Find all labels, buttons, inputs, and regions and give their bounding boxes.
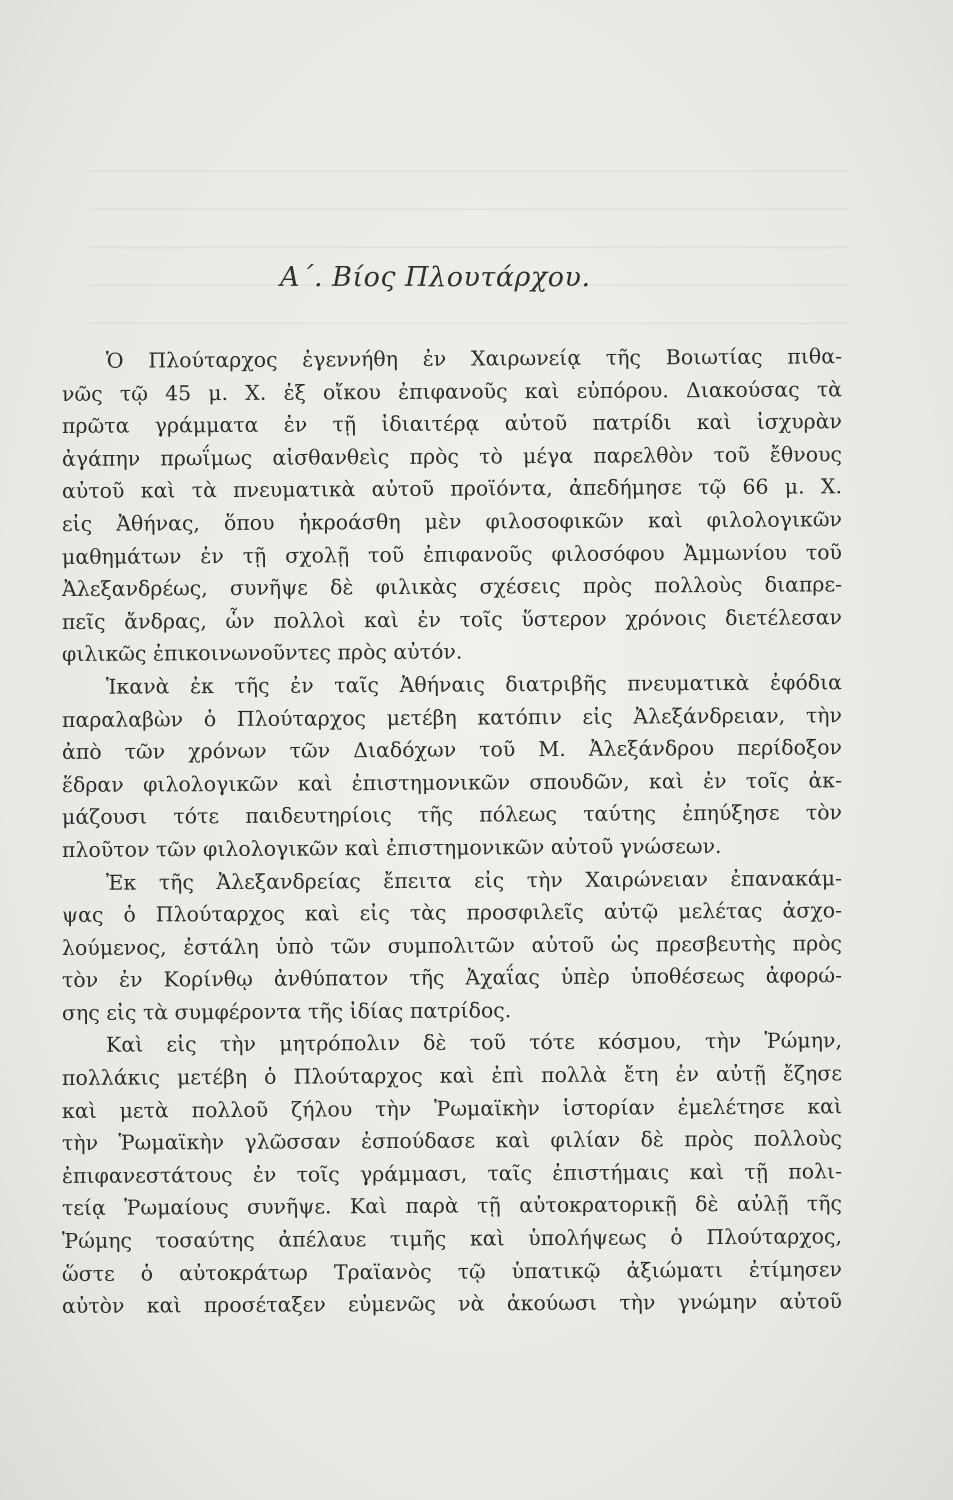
text-line: ψας ὁ Πλούταρχος καὶ εἰς τὰς προσφιλεῖς αὐτῷ μελέτας ἀσχο- [61,898,843,928]
bleed-through-texture [90,150,850,350]
text-line: μάζουσι τότε παιδευτηρίοις τῆς πόλεως ταύτης ἐπηύξησε τὸν [61,800,843,830]
text-line: καὶ μετὰ πολλοῦ ζήλου τὴν Ῥωμαϊκὴν ἱστορίαν ἐμελέτησε καὶ [61,1093,843,1123]
text-line: Ἐκ τῆς Ἀλεξανδρείας ἔπειτα εἰς τὴν Χαιρώνειαν ἐπανακάμ- [105,865,843,895]
text-line: ἀγάπην πρωΐμως αἰσθανθεὶς πρὸς τὸ μέγα παρελθὸν τοῦ ἔθνους [61,442,843,471]
text-line: πολλάκις μετέβη ὁ Πλούταρχος καὶ ἐπὶ πολλὰ ἔτη ἐν αὐτῇ ἔζησε [61,1061,843,1091]
text-line: αὐτὸν καὶ προσέταξεν εὐμενῶς νὰ ἀκούωσι τὴν γνώμην αὐτοῦ [61,1289,843,1319]
text-line: Ῥώμης τοσαύτης ἀπέλαυε τιμῆς καὶ ὑπολήψεως ὁ Πλούταρχος, [61,1224,843,1254]
text-line: πρῶτα γράμματα ἐν τῇ ἰδιαιτέρᾳ αὐτοῦ πατρίδι καὶ ἰσχυρὰν [61,409,843,439]
text-line: λούμενος, ἐστάλη ὑπὸ τῶν συμπολιτῶν αὐτοῦ ὡς πρεσβευτὴς πρὸς [61,930,843,960]
text-line: ἀπὸ τῶν χρόνων τῶν Διαδόχων τοῦ Μ. Ἀλεξάνδρου περίδοξον [61,735,843,765]
text-line: Ἀλεξανδρέως, συνῆψε δὲ φιλικὰς σχέσεις πρὸς πολλοὺς διαπρε- [61,572,843,602]
text-line: τὸν ἐν Κορίνθῳ ἀνθύπατον τῆς Ἀχαΐας ὑπὲρ ὑποθέσεως ἀφορώ- [61,963,843,993]
text-line: παραλαβὼν ὁ Πλούταρχος μετέβη κατόπιν εἰς Ἀλεξάνδρειαν, τὴν [61,702,843,732]
chapter-title: Α΄. Βίος Πλουτάρχου. [280,262,591,293]
text-line: πλοῦτον τῶν φιλολογικῶν καὶ ἐπιστημονικῶν αὐτοῦ γνώσεων. [61,833,722,862]
text-line: ἕδραν φιλολογικῶν καὶ ἐπιστημονικῶν σπουδῶν, καὶ ἐν τοῖς ἀκ- [61,767,843,797]
text-line: Ὁ Πλούταρχος ἐγεννήθη ἐν Χαιρωνείᾳ τῆς Βοιωτίας πιθα- [105,344,843,373]
text-line: εἰς Ἀθήνας, ὅπου ἠκροάσθη μὲν φιλοσοφικῶν καὶ φιλολογικῶν [61,507,843,536]
text-line: ὥστε ὁ αὐτοκράτωρ Τραϊανὸς τῷ ὑπατικῷ ἀξιώματι ἐτίμησεν [61,1256,843,1286]
text-line: τείᾳ Ῥωμαίους συνῆψε. Καὶ παρὰ τῇ αὐτοκρατορικῇ δὲ αὐλῇ τῆς [61,1191,843,1221]
text-line: αὐτοῦ καὶ τὰ πνευματικὰ αὐτοῦ προϊόντα, ἀπεδήμησε τῷ 66 μ. Χ. [61,474,843,504]
text-line: Καὶ εἰς τὴν μητρόπολιν δὲ τοῦ τότε κόσμου, τὴν Ῥώμην, [105,1028,843,1058]
text-line: μαθημάτων ἐν τῇ σχολῇ τοῦ ἐπιφανοῦς φιλοσόφου Ἀμμωνίου τοῦ [61,539,843,569]
body-text [62,345,842,1323]
text-line: πεῖς ἄνδρας, ὧν πολλοὶ καὶ ἐν τοῖς ὕστερον χρόνοις διετέλεσαν [61,604,843,634]
text-line: φιλικῶς ἐπικοινωνοῦντες πρὸς αὐτόν. [61,639,463,667]
text-line: σης εἰς τὰ συμφέροντα τῆς ἰδίας πατρίδος. [61,998,512,1025]
text-line: Ἱκανὰ ἐκ τῆς ἐν ταῖς Ἀθήναις διατριβῆς πνευματικὰ ἐφόδια [105,670,843,699]
text-line: νῶς τῷ 45 μ. Χ. ἐξ οἴκου ἐπιφανοῦς καὶ εὐπόρου. Διακούσας τὰ [61,376,843,406]
text-line: τὴν Ῥωμαϊκὴν γλῶσσαν ἐσπούδασε καὶ φιλίαν δὲ πρὸς πολλοὺς [61,1126,843,1156]
text-line: ἐπιφανεστάτους ἐν τοῖς γράμμασι, ταῖς ἐπιστήμαις καὶ τῇ πολι- [61,1159,843,1188]
